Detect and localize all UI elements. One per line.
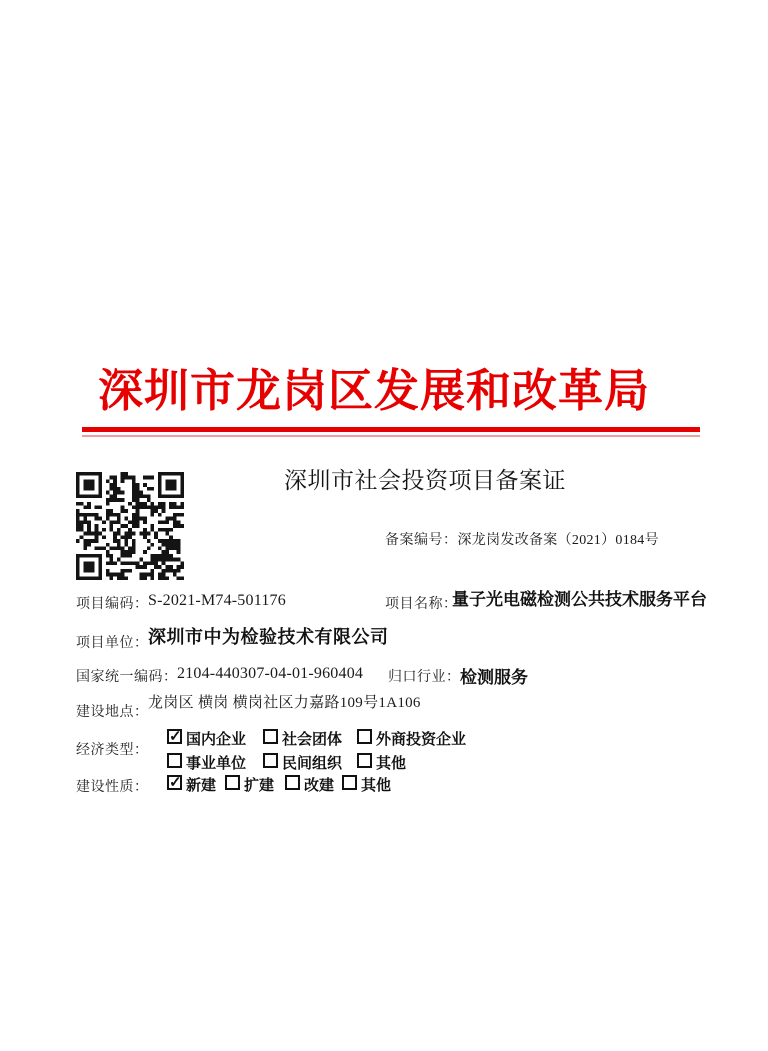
checkbox-icon — [167, 729, 182, 744]
checkbox-option-social-group — [263, 728, 342, 749]
checkbox-option-civil-organization — [263, 752, 342, 773]
industry-label: 归口行业： — [388, 670, 461, 685]
checkbox-option-public-institution — [167, 752, 246, 773]
project-code-value: S-2021-M74-501176 — [148, 592, 286, 609]
checkbox-option-label: 新建 — [186, 778, 217, 794]
project-unit-value: 深圳市中为检验技术有限公司 — [148, 627, 389, 647]
checkbox-icon — [285, 775, 300, 790]
national-code-value: 2104-440307-04-01-960404 — [177, 665, 364, 682]
checkbox-option-domestic-enterprise — [167, 728, 246, 749]
checkbox-option-label: 国内企业 — [186, 732, 247, 748]
agency-title: 深圳市龙岗区发展和改革局 — [98, 366, 651, 416]
checkbox-option-expansion — [225, 774, 274, 795]
economy-type-label: 经济类型： — [76, 743, 149, 758]
industry-value: 检测服务 — [460, 668, 528, 687]
national-code-label: 国家统一编码： — [76, 670, 178, 685]
location-label: 建设地点： — [76, 705, 149, 720]
checkbox-option-label: 改建 — [304, 778, 335, 794]
checkbox-option-label: 社会团体 — [282, 732, 343, 748]
checkbox-option-label: 其他 — [361, 778, 392, 794]
filing-number-label: 备案编号： — [385, 533, 458, 548]
project-name-value: 量子光电磁检测公共技术服务平台 — [452, 590, 707, 609]
certificate-title: 深圳市社会投资项目备案证 — [284, 468, 566, 493]
checkbox-icon — [263, 753, 278, 768]
checkbox-icon — [357, 753, 372, 768]
project-unit-label: 项目单位： — [76, 636, 149, 651]
letterhead-rule-thin — [82, 435, 700, 437]
checkbox-icon — [342, 775, 357, 790]
checkbox-option-nature-other — [342, 774, 391, 795]
qr-code — [76, 472, 184, 580]
checkbox-icon — [225, 775, 240, 790]
checkbox-option-foreign-invested — [357, 728, 466, 749]
location-value: 龙岗区 横岗 横岗社区力嘉路109号1A106 — [148, 695, 421, 711]
project-code-label: 项目编码： — [76, 597, 149, 612]
letterhead-rule-thick — [82, 427, 700, 432]
checkbox-option-label: 扩建 — [244, 778, 275, 794]
checkbox-option-renovation — [285, 774, 334, 795]
checkbox-option-new-construction — [167, 774, 216, 795]
checkbox-option-economy-other — [357, 752, 406, 773]
project-name-label: 项目名称： — [385, 597, 458, 612]
filing-number-value: 深龙岗发改备案（2021）0184号 — [457, 533, 659, 548]
checkbox-icon — [167, 775, 182, 790]
checkbox-option-label: 民间组织 — [282, 756, 343, 772]
checkbox-option-label: 外商投资企业 — [376, 732, 467, 748]
checkbox-icon — [167, 753, 182, 768]
checkbox-option-label: 事业单位 — [186, 756, 247, 772]
checkbox-option-label: 其他 — [376, 756, 407, 772]
checkbox-icon — [357, 729, 372, 744]
construction-nature-label: 建设性质： — [76, 780, 149, 795]
filing-number-row — [385, 529, 659, 549]
checkbox-icon — [263, 729, 278, 744]
